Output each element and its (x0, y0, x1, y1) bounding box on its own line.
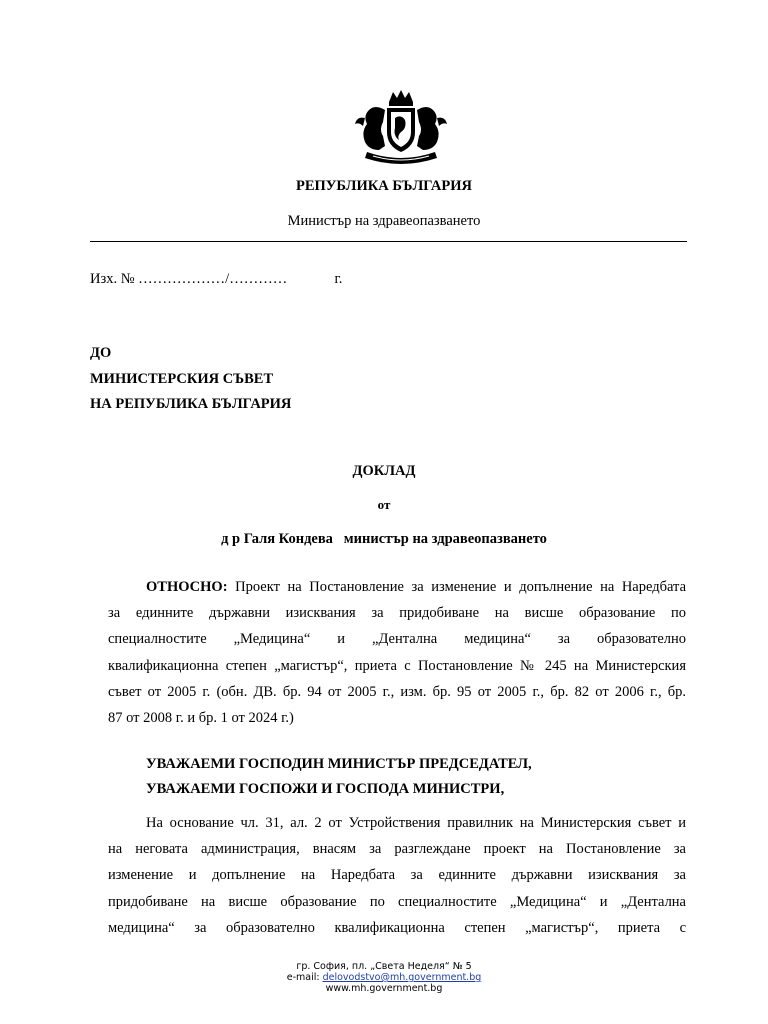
outgoing-number-line (90, 271, 342, 288)
footer (0, 961, 768, 994)
report-author: д р Галя Кондева министър на здравеопазването (221, 531, 547, 547)
salutation-line-2: УВАЖАЕМИ ГОСПОЖИ И ГОСПОДА МИНИСТРИ, (146, 781, 505, 797)
body-line: придобиване на висше образование по специалностите „Медицина“ и „Дентална (108, 893, 686, 910)
outgoing-year-suffix: г. (334, 271, 343, 287)
subject-line: квалификационна степен „магистър“, приета с Постановление № 245 на Министерския (108, 657, 686, 674)
salutation-line-1: УВАЖАЕМИ ГОСПОДИН МИНИСТЪР ПРЕДСЕДАТЕЛ, (146, 756, 532, 772)
footer-website: www.mh.government.bg (325, 983, 443, 994)
coat-of-arms-icon (345, 88, 457, 170)
footer-email-line (0, 972, 768, 983)
subject-paragraph (108, 574, 686, 731)
body-line: На основание чл. 31, ал. 2 от Устройствения правилник на Министерския съвет и (146, 815, 686, 831)
header-divider (90, 241, 687, 242)
subject-line: Проект на Постановление за изменение и допълнение на Наредбата (235, 579, 686, 595)
report-from: от (377, 497, 391, 512)
body-line: медицина“ за образователно квалификационна степен „магистър“, приета с (108, 919, 686, 936)
body-line: на неговата администрация, внасям за разглеждане проект на Постановление за (108, 841, 686, 858)
report-title: ДОКЛАД (352, 463, 416, 479)
outgoing-number-placeholder: ………………/………… (138, 271, 288, 287)
addressee-line-1: ДО (90, 345, 112, 361)
subject-line: за единните държавни изисквания за придобиване на висше образование по (108, 605, 686, 622)
subject-line: 87 от 2008 г. и бр. 1 от 2024 г.) (108, 709, 294, 726)
footer-email-label: e-mail: (286, 972, 323, 983)
country-heading: РЕПУБЛИКА БЪЛГАРИЯ (295, 178, 473, 194)
footer-email-link[interactable]: delovodstvo@mh.government.bg (322, 972, 482, 983)
footer-address: гр. София, пл. „Света Неделя“ № 5 (296, 961, 472, 972)
body-line: изменение и допълнение на Наредбата за единните държавни изисквания за (108, 867, 686, 884)
body-paragraph (108, 810, 686, 941)
subject-label: ОТНОСНО: (146, 579, 228, 595)
ministry-heading: Министър на здравеопазването (287, 213, 481, 229)
addressee-line-2: МИНИСТЕРСКИЯ СЪВЕТ (90, 371, 274, 387)
addressee-line-3: НА РЕПУБЛИКА БЪЛГАРИЯ (90, 396, 292, 412)
subject-line: специалностите „Медицина“ и „Дентална медицина“ за образователно (108, 631, 686, 648)
outgoing-number-label: Изх. № (90, 271, 135, 287)
subject-line: съвет от 2005 г. (обн. ДВ. бр. 94 от 2005 г., изм. бр. 95 от 2005 г., бр. 82 от 2006 г., бр. (108, 683, 686, 700)
